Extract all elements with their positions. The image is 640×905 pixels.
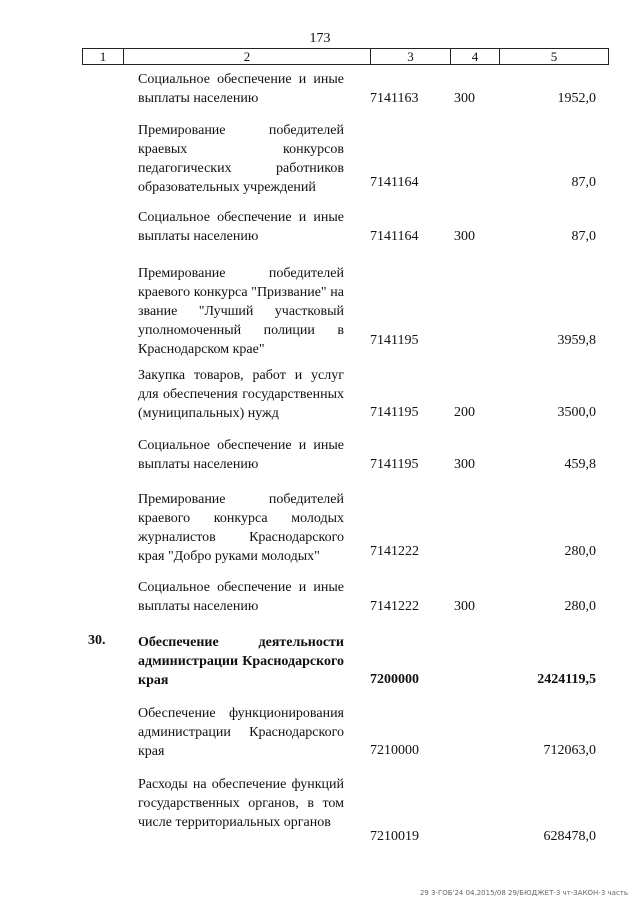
row-amount: 1952,0: [557, 91, 596, 106]
row-code: 7141164: [370, 229, 419, 244]
header-col-2: 2: [124, 49, 371, 64]
row-amount: 628478,0: [543, 829, 596, 844]
row-code: 7200000: [370, 672, 419, 687]
table-header: [82, 48, 609, 65]
row-description: Премирование победителей краевых конкурсов педагогических работников образовательных учреждений: [138, 123, 344, 195]
row-code: 7141163: [370, 91, 419, 106]
row-amount: 87,0: [571, 229, 596, 244]
row-code: 7141222: [370, 599, 419, 614]
row-description: Премирование победителей краевого конкурса "Призвание" на звание "Лучший участковый уполномоченный полиции в Краснодарском крае": [138, 266, 344, 357]
row-code: 7210000: [370, 743, 419, 758]
row-description: Социальное обеспечение и иные выплаты населению: [138, 438, 344, 472]
row-type: 300: [454, 599, 475, 614]
header-col-1: 1: [83, 49, 124, 64]
row-description: Социальное обеспечение и иные выплаты населению: [138, 580, 344, 614]
header-col-3: 3: [371, 49, 451, 64]
row-description: Социальное обеспечение и иные выплаты населению: [138, 72, 344, 106]
row-amount: 280,0: [564, 599, 596, 614]
row-amount: 712063,0: [543, 743, 596, 758]
row-description: Социальное обеспечение и иные выплаты населению: [138, 210, 344, 244]
row-amount: 3500,0: [557, 405, 596, 420]
row-description: Премирование победителей краевого конкурса молодых журналистов Краснодарского края "Добро руками молодых": [138, 492, 344, 564]
row-code: 7141195: [370, 457, 419, 472]
header-col-5: 5: [550, 49, 558, 64]
row-type: 300: [454, 91, 475, 106]
row-code: 7141222: [370, 544, 419, 559]
page-number: 173: [309, 31, 331, 46]
row-description: Закупка товаров, работ и услуг для обеспечения государственных (муниципальных) нужд: [138, 368, 344, 421]
row-code: 7141164: [370, 175, 419, 190]
row-code: 7210019: [370, 829, 419, 844]
row-code: 7141195: [370, 333, 419, 348]
row-type: 300: [454, 229, 475, 244]
row-amount: 280,0: [564, 544, 596, 559]
row-type: 300: [454, 457, 475, 472]
row-amount: 87,0: [571, 175, 596, 190]
row-description: Обеспечение деятельности администрации Краснодарского края: [138, 635, 344, 688]
row-description: Расходы на обеспечение функций государственных органов, в том числе территориальных органов: [138, 777, 344, 830]
header-col-4: 4: [451, 49, 500, 64]
document-footer: 29 3-ГОБ'24 04.2015/08 29/БЮДЖЕТ-3 чт-ЗАКОН-3 часть: [419, 889, 628, 897]
row-type: 200: [454, 405, 475, 420]
row-description: Обеспечение функционирования администрации Краснодарского края: [138, 706, 344, 759]
row-code: 7141195: [370, 405, 419, 420]
row-amount: 459,8: [564, 457, 596, 472]
row-amount: 2424119,5: [537, 672, 596, 687]
row-amount: 3959,8: [557, 333, 596, 348]
section-number: 30.: [88, 633, 106, 648]
